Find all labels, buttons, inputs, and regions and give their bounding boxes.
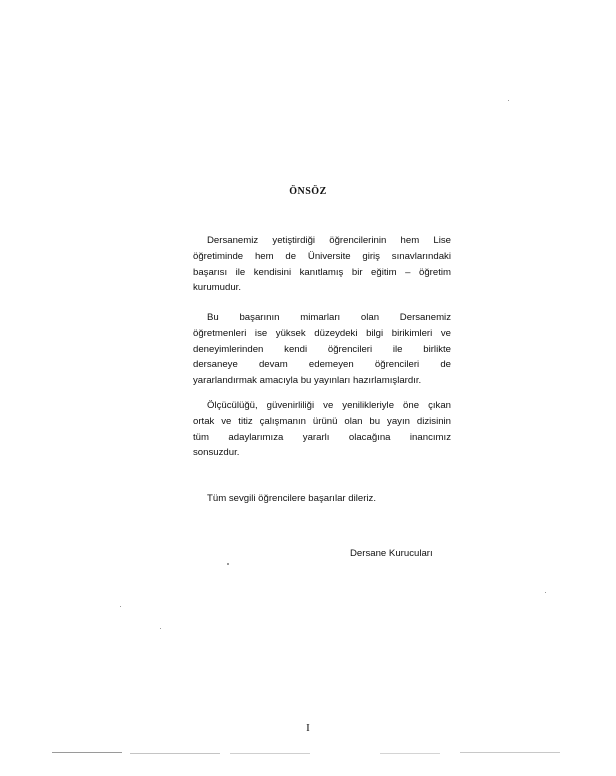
text-line: öğretmenleri ise yüksek düzeydeki bilgi birikimleri ve [193,327,451,339]
text-line: öğretiminde hem de Üniversite giriş sınavlarındaki [193,250,451,262]
text-line: başarısı ile kendisini kanıtlamış bir eğitim – öğretim [193,266,451,278]
scan-speck [160,628,161,629]
text-line: deneyimlerinden kendi öğrencileri ile birlikte [193,343,451,355]
page-number: I [306,722,310,734]
paragraph-intro [193,233,451,296]
text-line: yararlandırmak amacıyla bu yayınları hazırlamışlardır. [193,375,422,387]
paragraph-teachers [193,310,451,389]
scan-edge-line [460,752,560,753]
text-line: tüm adaylarımıza yararlı olacağına inancımız [193,431,451,443]
scan-speck [545,592,546,593]
text-line: ortak ve titiz çalışmanın ürünü olan bu yayın dizisinin [193,415,451,427]
scan-speck [508,100,509,101]
text-line: dersaneye devam edemeyen öğrencileri de [193,359,451,371]
scan-speck [227,563,229,565]
text-line: kurumudur. [193,282,241,294]
scan-edge-line [130,753,220,754]
scan-speck [120,606,121,607]
text-line: Bu başarının mimarları olan Dersanemiz [207,312,451,323]
paragraph-series [193,398,451,461]
text-line: sonsuzdur. [193,447,240,459]
text-line: Ölçücülüğü, güvenirliliği ve yenilikleriyle öne çıkan [207,400,451,411]
text-line: Tüm sevgili öğrencilere başarılar dileriz. [207,493,377,504]
scan-edge-line [230,753,310,754]
scan-edge-line [380,753,440,754]
page-title: ÖNSÖZ [289,186,327,197]
paragraph-wishes [207,491,467,507]
closing-signature: Dersane Kurucuları [350,548,433,559]
text-line: Dersanemiz yetiştirdiği öğrencilerinin hem Lise [207,235,451,246]
scan-edge-line [52,752,122,753]
